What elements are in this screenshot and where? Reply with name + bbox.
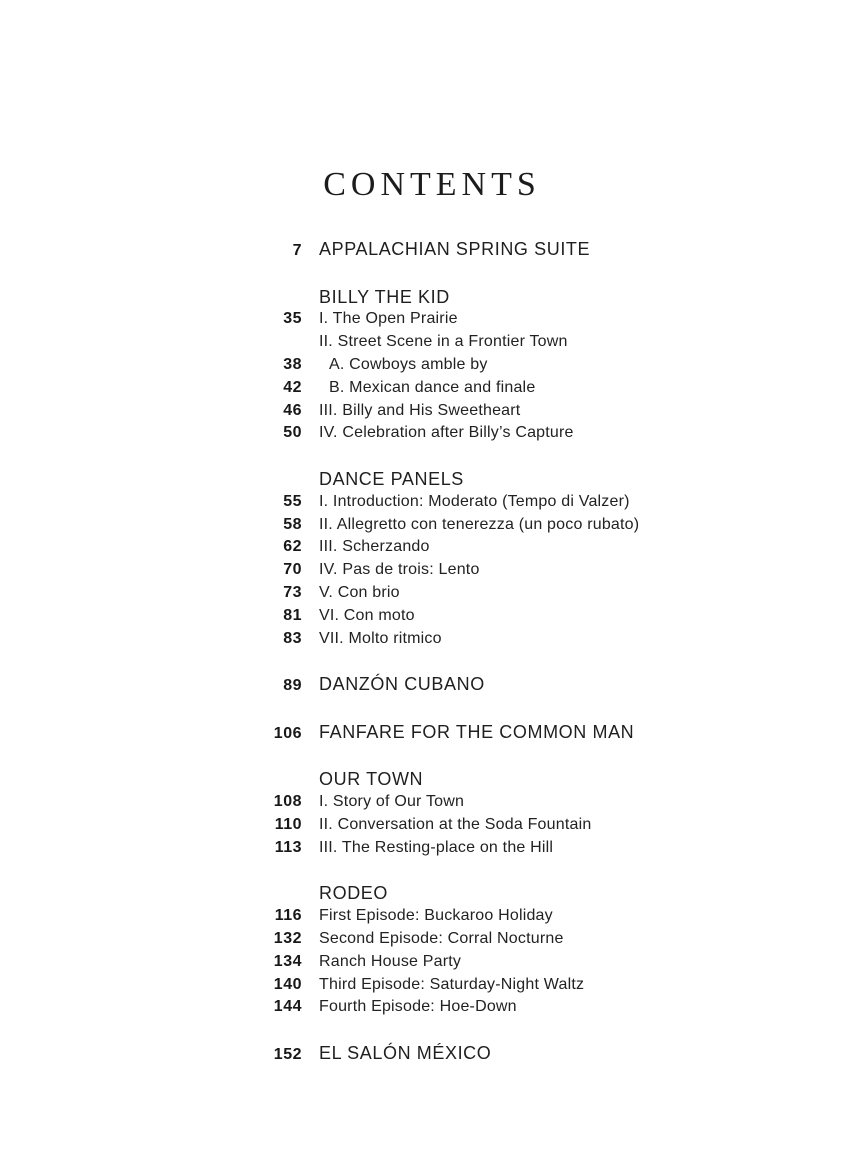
- page-number: 110: [274, 815, 302, 833]
- toc-row: [240, 605, 800, 628]
- work-title: FANFARE FOR THE COMMON MAN: [319, 721, 635, 742]
- work-title: EL SALÓN MÉXICO: [319, 1042, 492, 1063]
- page-number: 38: [283, 355, 302, 373]
- movement-title: I. Introduction: Moderato (Tempo di Valzer): [319, 492, 630, 510]
- page-number: 152: [273, 1045, 302, 1063]
- toc-row: [240, 882, 800, 905]
- toc-row: [240, 286, 800, 309]
- movement-title: II. Allegretto con tenerezza (un poco rubato): [319, 515, 640, 533]
- page-number: 89: [283, 677, 302, 695]
- toc-row: [240, 422, 800, 445]
- work-title: DANZÓN CUBANO: [319, 674, 485, 695]
- movement-title: First Episode: Buckaroo Holiday: [319, 907, 553, 925]
- toc-row: [240, 673, 800, 698]
- page-number: 106: [273, 724, 302, 742]
- movement-title: B. Mexican dance and finale: [329, 378, 536, 396]
- toc-row: [240, 400, 800, 423]
- toc-row: [240, 996, 800, 1019]
- page-number: 35: [283, 310, 302, 328]
- page-number: 83: [283, 629, 302, 647]
- toc-row: [240, 514, 800, 537]
- toc-row: [240, 308, 800, 331]
- toc-row: [240, 354, 800, 377]
- page-number: 55: [283, 492, 302, 510]
- toc-row: [240, 791, 800, 814]
- movement-title: III. Billy and His Sweetheart: [319, 401, 521, 419]
- page-number: 50: [283, 424, 302, 442]
- work-title: RODEO: [319, 883, 389, 904]
- page-number: 116: [274, 907, 302, 925]
- movement-title: I. The Open Prairie: [319, 310, 458, 328]
- page-number: 46: [283, 401, 302, 419]
- movement-title: Second Episode: Corral Nocturne: [319, 929, 564, 947]
- movement-title: V. Con brio: [319, 583, 400, 601]
- toc-row: [240, 721, 800, 746]
- work-title: DANCE PANELS: [319, 468, 464, 489]
- movement-title: III. The Resting-place on the Hill: [319, 838, 554, 856]
- page-number: 81: [283, 606, 302, 624]
- toc-row: [240, 491, 800, 514]
- page-title: CONTENTS: [323, 166, 541, 203]
- movement-title: A. Cowboys amble by: [329, 355, 488, 373]
- toc-row: [240, 768, 800, 791]
- toc-row: [240, 582, 800, 605]
- work-title: OUR TOWN: [319, 769, 424, 790]
- movement-title: II. Conversation at the Soda Fountain: [319, 815, 592, 833]
- page-number: 7: [292, 242, 302, 259]
- page-number: 132: [273, 929, 302, 947]
- toc-row: [240, 628, 800, 651]
- toc-row: [240, 951, 800, 974]
- movement-title: IV. Celebration after Billy’s Capture: [319, 424, 574, 442]
- toc-row: [240, 331, 800, 354]
- work-title: APPALACHIAN SPRING SUITE: [319, 239, 591, 259]
- movement-title: III. Scherzando: [319, 538, 430, 556]
- page-number: 73: [283, 583, 302, 601]
- toc-row: [240, 974, 800, 997]
- toc-row: [240, 536, 800, 559]
- toc-row: [240, 837, 800, 860]
- page-number: 134: [273, 952, 302, 970]
- page-number: 70: [283, 561, 302, 579]
- page-number: 58: [283, 515, 302, 533]
- toc-row: [240, 468, 800, 491]
- movement-title: Fourth Episode: Hoe-Down: [319, 998, 517, 1016]
- page-number: 62: [283, 538, 302, 556]
- toc-row: [240, 559, 800, 582]
- page-number: 113: [274, 838, 302, 856]
- movement-title: Third Episode: Saturday-Night Waltz: [319, 975, 585, 993]
- toc-row: [240, 814, 800, 837]
- work-title: BILLY THE KID: [319, 286, 450, 307]
- page-number: 108: [273, 793, 302, 811]
- movement-title: VII. Molto ritmico: [319, 629, 442, 647]
- toc-row: [240, 928, 800, 951]
- page-number: 140: [273, 975, 302, 993]
- movement-title: I. Story of Our Town: [319, 793, 465, 811]
- movement-title: IV. Pas de trois: Lento: [319, 561, 480, 579]
- movement-title: II. Street Scene in a Frontier Town: [319, 333, 568, 351]
- toc-row: [240, 1042, 800, 1067]
- page-number: 144: [273, 998, 302, 1016]
- toc-row: [240, 377, 800, 400]
- movement-title: VI. Con moto: [319, 606, 415, 624]
- toc-row: [240, 238, 800, 263]
- page-number: 42: [283, 378, 302, 396]
- toc-row: [240, 905, 800, 928]
- movement-title: Ranch House Party: [319, 952, 462, 970]
- toc-list: [240, 238, 800, 1067]
